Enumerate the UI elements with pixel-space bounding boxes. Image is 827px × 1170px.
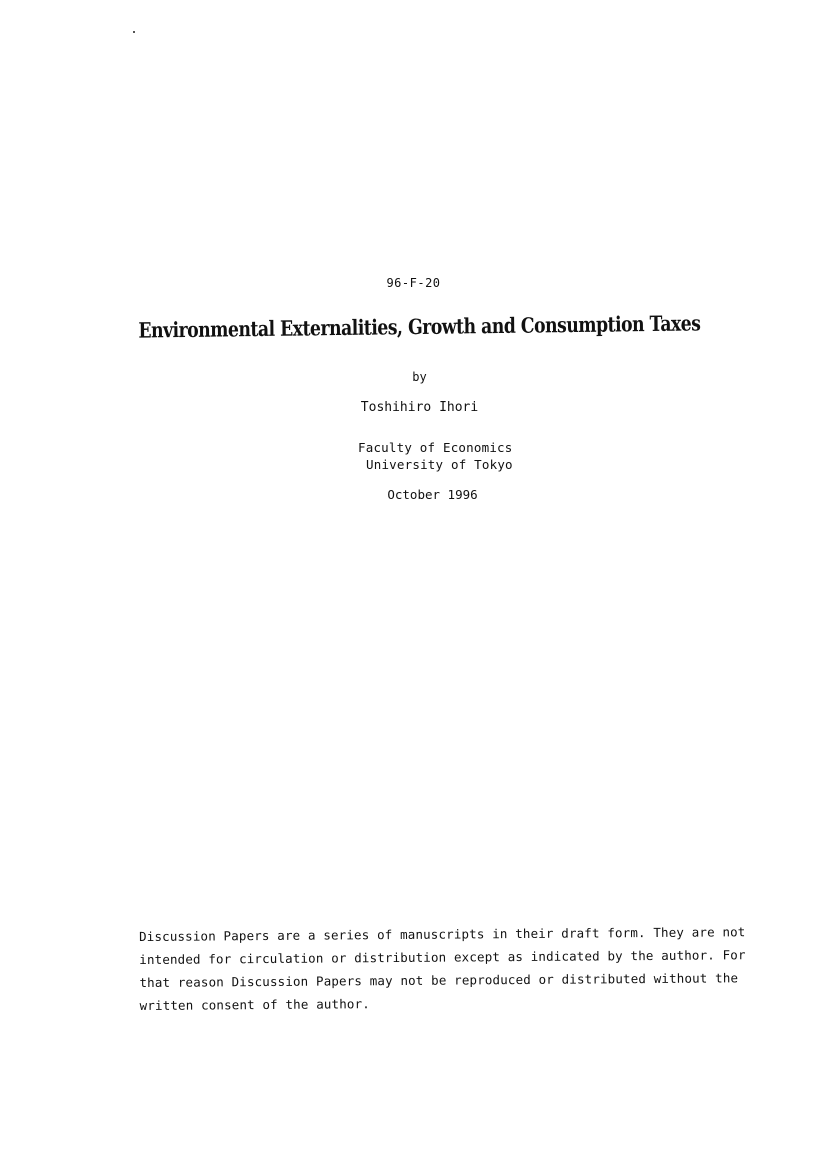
publication-date: October 1996	[387, 487, 478, 502]
affiliation-faculty: Faculty of Economics	[358, 440, 513, 455]
affiliation-university: University of Tokyo	[366, 457, 513, 472]
disclaimer-line: that reason Discussion Papers may not be reproduced or distributed without the	[139, 970, 739, 990]
by-label: by	[412, 370, 427, 384]
disclaimer-notice	[139, 920, 746, 1017]
disclaimer-line: intended for circulation or distribution except as indicated by the author. For	[139, 947, 746, 967]
disclaimer-line: Discussion Papers are a series of manuscripts in their draft form. They are not	[139, 924, 746, 944]
paper-number: 96-F-20	[386, 276, 441, 290]
scan-speck	[133, 31, 135, 33]
author-name: Toshihiro Ihori	[360, 400, 479, 415]
paper-title: Environmental Externalities, Growth and Consumption Taxes	[138, 310, 701, 343]
disclaimer-line: written consent of the author.	[139, 996, 370, 1013]
